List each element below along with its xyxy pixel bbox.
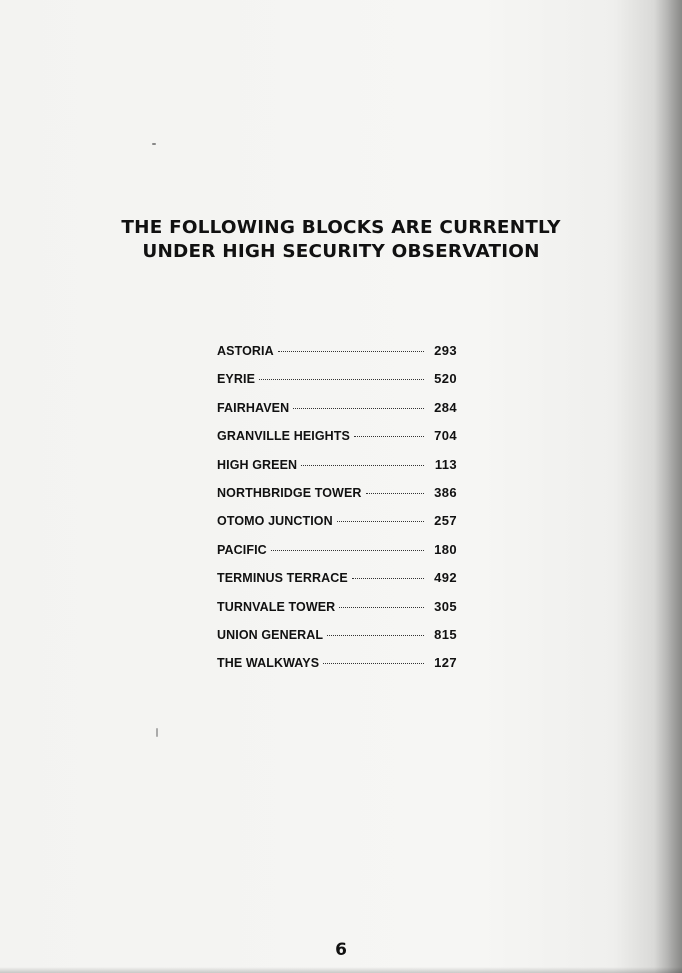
print-speck (156, 728, 158, 737)
block-name: OTOMO JUNCTION (217, 514, 333, 529)
block-name: TERMINUS TERRACE (217, 571, 348, 586)
block-name: NORTHBRIDGE TOWER (217, 485, 362, 500)
spine-shadow (654, 0, 682, 973)
dot-leader (323, 663, 424, 664)
block-page-number: 492 (434, 570, 457, 586)
heading-line-2: UNDER HIGH SECURITY OBSERVATION (142, 242, 540, 262)
block-entry (217, 371, 457, 399)
block-entry (217, 655, 457, 683)
block-page-number: 257 (434, 513, 457, 529)
block-entry (217, 428, 457, 456)
block-entry (217, 570, 457, 598)
block-entry (217, 542, 457, 570)
block-entry (217, 485, 457, 513)
block-page-number: 704 (434, 428, 457, 444)
block-entry (217, 343, 457, 371)
dot-leader (354, 436, 424, 437)
block-entry (217, 457, 457, 485)
dot-leader (337, 521, 424, 522)
dot-leader (271, 550, 424, 551)
dot-leader (352, 578, 424, 579)
block-entry (217, 599, 457, 627)
block-entry (217, 513, 457, 541)
block-name: HIGH GREEN (217, 457, 298, 472)
block-page-number: 127 (434, 655, 457, 671)
block-name: EYRIE (217, 372, 256, 387)
block-page-number: 520 (434, 371, 457, 387)
print-speck (152, 143, 156, 145)
block-name: PACIFIC (217, 542, 267, 557)
block-entry (217, 627, 457, 655)
bottom-edge-shadow (0, 967, 682, 973)
dot-leader (339, 607, 424, 608)
page-heading (0, 216, 682, 264)
dot-leader (327, 635, 424, 636)
block-name: UNION GENERAL (217, 627, 324, 642)
block-page-number: 386 (434, 484, 457, 500)
block-page-number: 284 (434, 399, 457, 415)
dot-leader (293, 408, 424, 409)
block-name: THE WALKWAYS (217, 656, 320, 671)
block-entry (217, 400, 457, 428)
block-page-number: 293 (434, 343, 457, 358)
block-page-number: 113 (434, 456, 457, 472)
block-page-number: 305 (434, 598, 457, 614)
dot-leader (366, 493, 424, 494)
block-name: GRANVILLE HEIGHTS (217, 429, 350, 444)
block-list (217, 343, 457, 684)
heading-line-1: THE FOLLOWING BLOCKS ARE CURRENTLY (121, 218, 561, 238)
dot-leader (278, 351, 424, 352)
dot-leader (259, 379, 424, 380)
block-page-number: 815 (434, 626, 457, 642)
block-name: TURNVALE TOWER (217, 599, 336, 614)
block-name: ASTORIA (217, 344, 274, 358)
block-page-number: 180 (434, 541, 457, 557)
dot-leader (301, 465, 424, 466)
page-number: 6 (335, 940, 347, 960)
block-name: FAIRHAVEN (217, 400, 290, 415)
